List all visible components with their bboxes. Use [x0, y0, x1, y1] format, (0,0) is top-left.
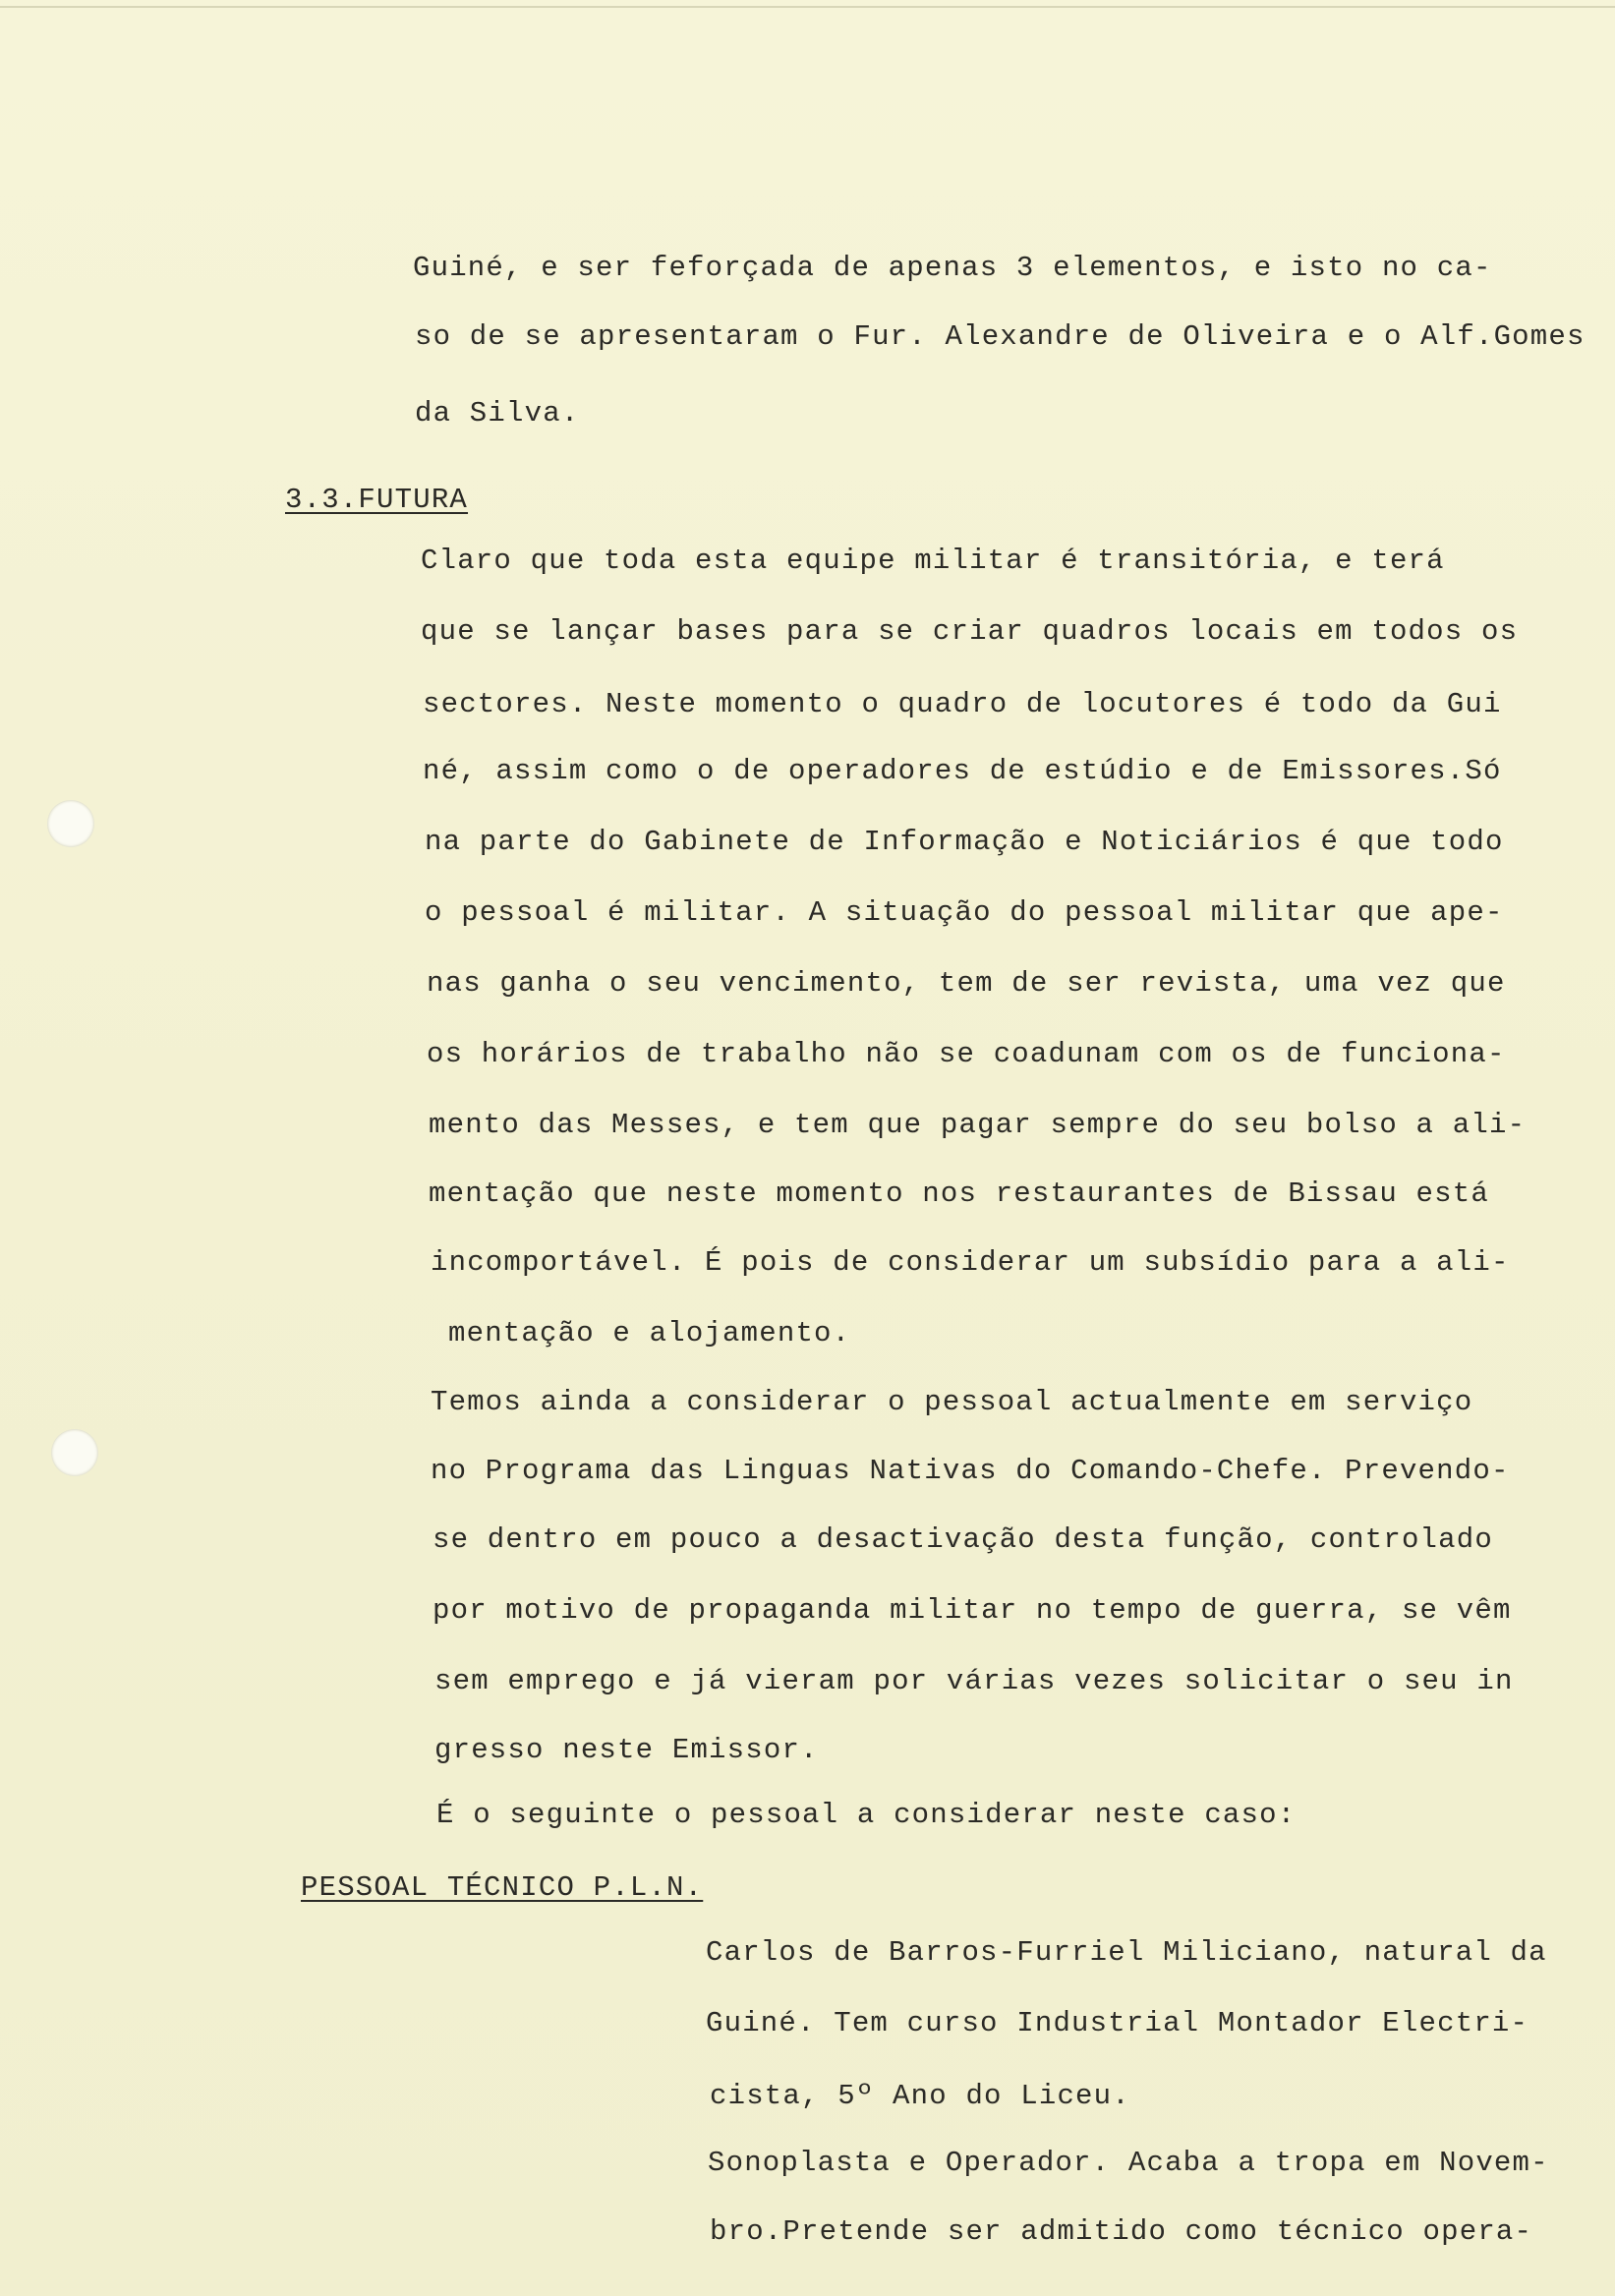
text-line: Guiné, e ser feforçada de apenas 3 elementos, e isto no ca-: [413, 252, 1492, 284]
text-line: mentação que neste momento nos restaurantes de Bissau está: [429, 1177, 1489, 1210]
punch-hole-lower: [51, 1429, 98, 1476]
text-line: na parte do Gabinete de Informação e Noticiários é que todo: [425, 826, 1504, 858]
text-line: o pessoal é militar. A situação do pessoal militar que ape-: [425, 896, 1504, 929]
text-line: bro.Pretende ser admitido como técnico opera-: [710, 2215, 1533, 2248]
text-line: incomportável. É pois de considerar um subsídio para a ali-: [431, 1246, 1510, 1279]
text-line: Guiné. Tem curso Industrial Montador Electri-: [706, 2007, 1529, 2039]
text-line: por motivo de propaganda militar no tempo de guerra, se vêm: [433, 1594, 1512, 1627]
text-line: É o seguinte o pessoal a considerar neste caso:: [436, 1799, 1297, 1831]
text-line: so de se apresentaram o Fur. Alexandre de Oliveira e o Alf.Gomes: [415, 320, 1586, 353]
text-line: sem emprego e já vieram por várias vezes solicitar o seu in: [434, 1665, 1514, 1697]
text-line: mento das Messes, e tem que pagar sempre do seu bolso a ali-: [429, 1109, 1527, 1141]
top-edge: [0, 0, 1615, 8]
text-line: da Silva.: [415, 397, 580, 430]
text-line: os horários de trabalho não se coadunam com os de funciona-: [427, 1038, 1506, 1070]
text-line: no Programa das Linguas Nativas do Comando-Chefe. Prevendo-: [431, 1455, 1510, 1487]
subsection-heading: PESSOAL TÉCNICO P.L.N.: [301, 1871, 704, 1904]
text-line: Claro que toda esta equipe militar é transitória, e terá: [421, 545, 1445, 577]
text-line: se dentro em pouco a desactivação desta função, controlado: [433, 1523, 1493, 1556]
section-heading: 3.3.FUTURA: [285, 484, 469, 516]
text-line: sectores. Neste momento o quadro de locutores é todo da Gui: [423, 688, 1502, 720]
text-line: né, assim como o de operadores de estúdio e de Emissores.Só: [423, 755, 1502, 787]
text-line: Carlos de Barros-Furriel Miliciano, natural da: [706, 1936, 1547, 1969]
text-line: nas ganha o seu vencimento, tem de ser revista, uma vez que: [427, 967, 1506, 1000]
text-line: que se lançar bases para se criar quadros locais em todos os: [421, 615, 1519, 648]
text-line: Sonoplasta e Operador. Acaba a tropa em Novem-: [708, 2147, 1549, 2179]
text-line: Temos ainda a considerar o pessoal actualmente em serviço: [431, 1386, 1473, 1418]
punch-hole-upper: [47, 800, 94, 847]
text-line: gresso neste Emissor.: [434, 1734, 819, 1766]
text-line: cista, 5º Ano do Liceu.: [710, 2080, 1130, 2112]
text-line: mentação e alojamento.: [448, 1317, 851, 1349]
